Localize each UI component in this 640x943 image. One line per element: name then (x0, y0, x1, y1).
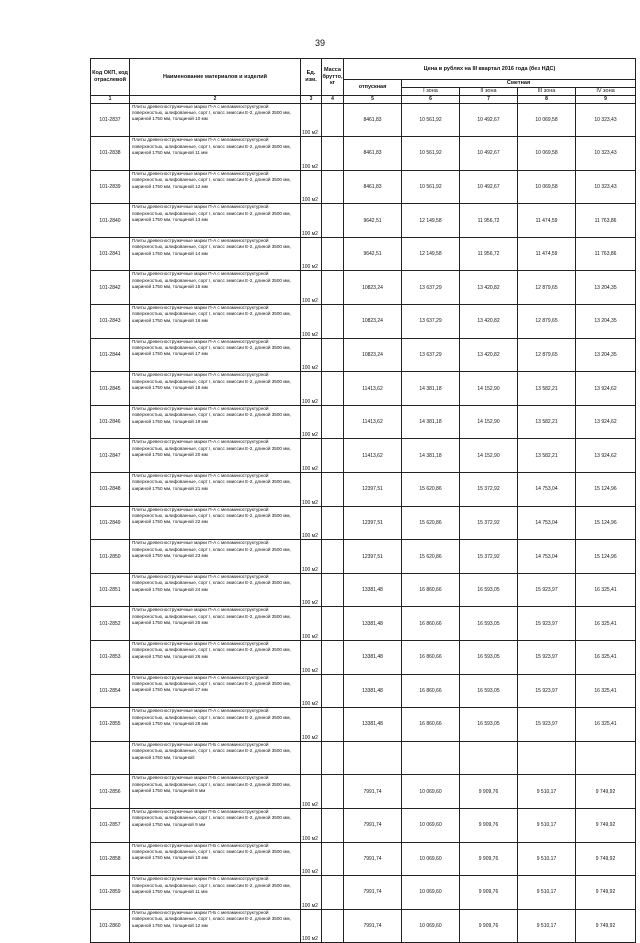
cell-zone-3-price: 11 474,59 (518, 237, 576, 271)
cell-zone-1-price: 14 381,18 (402, 372, 460, 406)
cell-unit: 100 м2 (301, 204, 322, 238)
cell-zone-1-price: 12 149,58 (402, 204, 460, 238)
header-estimate: Сметная (402, 80, 636, 88)
cell-mass (322, 170, 344, 204)
column-number: 4 (322, 95, 344, 103)
cell-zone-2-price: 16 593,05 (460, 573, 518, 607)
cell-release-price: 8461,83 (344, 137, 402, 171)
cell-code: 101-2848 (91, 473, 130, 507)
cell-zone-3-price: 12 879,65 (518, 271, 576, 305)
cell-unit: 100 м2 (301, 473, 322, 507)
table-row (91, 909, 636, 943)
table-row (91, 607, 636, 641)
cell-zone-1-price: 16 860,66 (402, 607, 460, 641)
cell-mass (322, 909, 344, 943)
cell-zone-3-price: 11 474,59 (518, 204, 576, 238)
cell-zone-2-price: 11 956,72 (460, 237, 518, 271)
cell-release-price: 10823,24 (344, 305, 402, 339)
cell-zone-2-price: 16 593,05 (460, 674, 518, 708)
cell-name (130, 641, 301, 675)
header-zone-2: II зона (460, 87, 518, 95)
table-row (91, 506, 636, 540)
cell-zone-2-price: 14 152,90 (460, 439, 518, 473)
cell-release-price: 11413,62 (344, 372, 402, 406)
cell-zone-3-price (518, 741, 576, 775)
cell-zone-3-price: 10 069,58 (518, 103, 576, 137)
cell-zone-4-price: 9 749,92 (576, 876, 636, 910)
cell-mass (322, 405, 344, 439)
cell-mass (322, 674, 344, 708)
header-mass: Масса брутто, кг (322, 59, 344, 96)
cell-zone-1-price: 13 637,29 (402, 305, 460, 339)
cell-name (130, 271, 301, 305)
cell-name (130, 607, 301, 641)
cell-code: 101-2860 (91, 909, 130, 943)
cell-zone-3-price: 14 753,04 (518, 540, 576, 574)
cell-zone-2-price: 14 152,90 (460, 372, 518, 406)
table-body (91, 103, 636, 943)
cell-name (130, 338, 301, 372)
cell-zone-3-price: 13 582,21 (518, 439, 576, 473)
cell-mass (322, 573, 344, 607)
cell-name (130, 103, 301, 137)
cell-name (130, 237, 301, 271)
cell-zone-3-price: 12 879,65 (518, 305, 576, 339)
cell-zone-4-price: 15 124,96 (576, 540, 636, 574)
table-row (91, 741, 636, 775)
table-row (91, 204, 636, 238)
table-row (91, 103, 636, 137)
table-row (91, 540, 636, 574)
cell-mass (322, 204, 344, 238)
column-number: 6 (402, 95, 460, 103)
material-name: Плиты древесностружечные марки П-А с меламиноструктурной поверхностью, шлифованные, сорт I, класс эмиссии Е-2, длиной 3500 мм, шириной 1750 мм, толщиной 19 мм (132, 405, 291, 424)
cell-name (130, 204, 301, 238)
cell-mass (322, 741, 344, 775)
cell-zone-3-price: 9 510,17 (518, 842, 576, 876)
cell-release-price: 10823,24 (344, 338, 402, 372)
cell-zone-1-price: 10 069,60 (402, 808, 460, 842)
cell-zone-4-price: 10 323,43 (576, 170, 636, 204)
cell-unit: 100 м2 (301, 137, 322, 171)
cell-mass (322, 808, 344, 842)
material-name: Плиты древесностружечные марки П-Б с меламиноструктурной поверхностью, шлифованные, сорт I, класс эмиссии Е-2, длиной 3500 мм, шириной 1750 мм, толщиной: (132, 741, 291, 760)
table-row (91, 271, 636, 305)
cell-zone-2-price: 15 372,92 (460, 506, 518, 540)
cell-zone-2-price: 13 420,82 (460, 271, 518, 305)
cell-release-price (344, 741, 402, 775)
cell-release-price: 7991,74 (344, 842, 402, 876)
price-table (90, 58, 636, 943)
cell-zone-2-price: 13 420,82 (460, 305, 518, 339)
cell-zone-2-price: 13 420,82 (460, 338, 518, 372)
table-row (91, 338, 636, 372)
cell-zone-1-price: 15 620,86 (402, 473, 460, 507)
page-number: 39 (314, 38, 325, 48)
cell-mass (322, 540, 344, 574)
cell-zone-1-price: 14 381,18 (402, 439, 460, 473)
cell-zone-4-price: 13 924,62 (576, 439, 636, 473)
cell-unit: 100 м2 (301, 271, 322, 305)
cell-zone-1-price: 12 149,58 (402, 237, 460, 271)
cell-name (130, 137, 301, 171)
cell-zone-3-price: 13 582,21 (518, 372, 576, 406)
header-price-group: Цена в рублях на III квартал 2016 года (без НДС) (344, 59, 636, 80)
cell-zone-4-price: 9 749,92 (576, 775, 636, 809)
cell-unit: 100 м2 (301, 540, 322, 574)
header-zone-1: I зона (402, 87, 460, 95)
cell-zone-3-price: 15 923,97 (518, 708, 576, 742)
table-row (91, 808, 636, 842)
material-name: Плиты древесностружечные марки П-А с меламиноструктурной поверхностью, шлифованные, сорт I, класс эмиссии Е-2, длиной 3500 мм, шириной 1750 мм, толщиной 10 мм (132, 103, 291, 122)
cell-zone-1-price: 10 069,60 (402, 909, 460, 943)
cell-unit: 100 м2 (301, 876, 322, 910)
material-name: Плиты древесностружечные марки П-А с меламиноструктурной поверхностью, шлифованные, сорт I, класс эмиссии Е-2, длиной 3500 мм, шириной 1750 мм, толщиной 15 мм (132, 271, 291, 290)
cell-zone-4-price: 11 763,86 (576, 204, 636, 238)
cell-name (130, 909, 301, 943)
cell-zone-3-price: 9 510,17 (518, 909, 576, 943)
cell-name (130, 506, 301, 540)
cell-zone-3-price: 12 879,65 (518, 338, 576, 372)
cell-code: 101-2851 (91, 573, 130, 607)
header-name: Наименование материалов и изделий (130, 59, 301, 96)
table-row (91, 439, 636, 473)
cell-code: 101-2844 (91, 338, 130, 372)
material-name: Плиты древесностружечные марки П-А с меламиноструктурной поверхностью, шлифованные, сорт I, класс эмиссии Е-2, длиной 3500 мм, шириной 1750 мм, толщиной 18 мм (132, 372, 291, 391)
cell-zone-1-price: 10 069,60 (402, 775, 460, 809)
cell-unit: 100 м2 (301, 775, 322, 809)
cell-zone-2-price: 9 909,76 (460, 808, 518, 842)
cell-unit: 100 м2 (301, 170, 322, 204)
cell-code: 101-2839 (91, 170, 130, 204)
cell-name (130, 775, 301, 809)
cell-name (130, 573, 301, 607)
cell-code: 101-2845 (91, 372, 130, 406)
cell-zone-2-price: 16 593,05 (460, 641, 518, 675)
cell-code: 101-2859 (91, 876, 130, 910)
header-zone-3: III зона (518, 87, 576, 95)
cell-unit: 100 м2 (301, 708, 322, 742)
cell-zone-2-price: 14 152,90 (460, 405, 518, 439)
column-numbers-row (91, 95, 636, 103)
cell-name (130, 876, 301, 910)
cell-zone-3-price: 15 923,97 (518, 573, 576, 607)
cell-zone-3-price: 15 923,97 (518, 607, 576, 641)
cell-zone-4-price: 16 325,41 (576, 641, 636, 675)
cell-zone-2-price: 15 372,92 (460, 540, 518, 574)
cell-mass (322, 338, 344, 372)
cell-zone-4-price: 11 763,86 (576, 237, 636, 271)
cell-release-price: 12397,51 (344, 473, 402, 507)
cell-name (130, 170, 301, 204)
cell-name (130, 372, 301, 406)
cell-release-price: 10823,24 (344, 271, 402, 305)
cell-unit: 100 м2 (301, 506, 322, 540)
cell-zone-1-price: 10 561,92 (402, 170, 460, 204)
cell-release-price: 13381,48 (344, 708, 402, 742)
material-name: Плиты древесностружечные марки П-А с меламиноструктурной поверхностью, шлифованные, сорт I, класс эмиссии Е-2, длиной 3500 мм, шириной 1750 мм, толщиной 23 мм (132, 540, 291, 559)
cell-zone-1-price: 14 381,18 (402, 405, 460, 439)
cell-unit: 100 м2 (301, 674, 322, 708)
cell-zone-4-price: 16 325,41 (576, 708, 636, 742)
cell-release-price: 13381,48 (344, 641, 402, 675)
material-name: Плиты древесностружечные марки П-Б с меламиноструктурной поверхностью, шлифованные, сорт I, класс эмиссии Е-2, длиной 3500 мм, шириной 1750 мм, толщиной 11 мм (132, 876, 291, 894)
header-zone-4: IV зона (576, 87, 636, 95)
table-row (91, 876, 636, 910)
cell-zone-3-price: 9 510,17 (518, 876, 576, 910)
table-row (91, 372, 636, 406)
material-name: Плиты древесностружечные марки П-А с меламиноструктурной поверхностью, шлифованные, сорт I, класс эмиссии Е-2, длиной 3500 мм, шириной 1750 мм, толщиной 22 мм (132, 506, 291, 525)
cell-unit: 100 м2 (301, 103, 322, 137)
cell-zone-1-price: 16 860,66 (402, 641, 460, 675)
cell-zone-1-price: 10 069,60 (402, 876, 460, 910)
cell-zone-4-price: 10 323,43 (576, 137, 636, 171)
cell-zone-2-price: 15 372,92 (460, 473, 518, 507)
cell-code: 101-2846 (91, 405, 130, 439)
cell-name (130, 540, 301, 574)
column-number: 8 (518, 95, 576, 103)
cell-zone-4-price: 16 325,41 (576, 674, 636, 708)
cell-zone-1-price: 13 637,29 (402, 338, 460, 372)
table-row (91, 405, 636, 439)
cell-code: 101-2854 (91, 674, 130, 708)
cell-code: 101-2841 (91, 237, 130, 271)
cell-zone-4-price: 13 924,62 (576, 372, 636, 406)
cell-mass (322, 641, 344, 675)
cell-code: 101-2843 (91, 305, 130, 339)
material-name: Плиты древесностружечные марки П-Б с меламиноструктурной поверхностью, шлифованные, сорт I, класс эмиссии Е-2, длиной 3500 мм, шириной 1750 мм, толщиной 12 мм (132, 909, 291, 928)
cell-mass (322, 842, 344, 876)
cell-unit: 100 м2 (301, 405, 322, 439)
cell-release-price: 9642,51 (344, 204, 402, 238)
material-name: Плиты древесностружечные марки П-А с меламиноструктурной поверхностью, шлифованные, сорт I, класс эмиссии Е-2, длиной 3500 мм, шириной 1750 мм, толщиной 12 мм (132, 170, 291, 189)
material-name: Плиты древесностружечные марки П-А с меламиноструктурной поверхностью, шлифованные, сорт I, класс эмиссии Е-2, длиной 3500 мм, шириной 1750 мм, толщиной 26 мм (132, 641, 291, 659)
column-number: 5 (344, 95, 402, 103)
cell-release-price: 12397,51 (344, 506, 402, 540)
cell-mass (322, 506, 344, 540)
cell-zone-4-price: 13 924,62 (576, 405, 636, 439)
material-name: Плиты древесностружечные марки П-Б с меламиноструктурной поверхностью, шлифованные, сорт I, класс эмиссии Е-2, длиной 3500 мм, шириной 1750 мм, толщиной 9 мм (132, 808, 291, 827)
table-row (91, 137, 636, 171)
cell-zone-3-price: 15 923,97 (518, 674, 576, 708)
cell-zone-2-price (460, 741, 518, 775)
cell-zone-3-price: 10 069,58 (518, 137, 576, 171)
cell-unit: 100 м2 (301, 909, 322, 943)
material-name: Плиты древесностружечные марки П-А с меламиноструктурной поверхностью, шлифованные, сорт I, класс эмиссии Е-2, длиной 3500 мм, шириной 1750 мм, толщиной 16 мм (132, 305, 291, 323)
cell-zone-3-price: 14 753,04 (518, 506, 576, 540)
cell-code: 101-2858 (91, 842, 130, 876)
material-name: Плиты древесностружечные марки П-Б с меламиноструктурной поверхностью, шлифованные, сорт I, класс эмиссии Е-2, длиной 3500 мм, шириной 1750 мм, толщиной 10 мм (132, 842, 291, 861)
cell-name (130, 842, 301, 876)
cell-mass (322, 607, 344, 641)
cell-unit: 100 м2 (301, 842, 322, 876)
cell-zone-4-price: 16 325,41 (576, 607, 636, 641)
cell-release-price: 13381,48 (344, 573, 402, 607)
cell-zone-2-price: 10 492,67 (460, 103, 518, 137)
cell-zone-2-price: 9 909,76 (460, 775, 518, 809)
cell-zone-2-price: 16 593,05 (460, 708, 518, 742)
column-number: 9 (576, 95, 636, 103)
cell-mass (322, 372, 344, 406)
cell-zone-1-price: 16 860,66 (402, 708, 460, 742)
table-row (91, 842, 636, 876)
cell-code: 101-2842 (91, 271, 130, 305)
cell-zone-3-price: 9 510,17 (518, 775, 576, 809)
table-row (91, 641, 636, 675)
cell-zone-4-price: 13 204,35 (576, 338, 636, 372)
cell-zone-3-price: 14 753,04 (518, 473, 576, 507)
cell-unit: 100 м2 (301, 808, 322, 842)
cell-release-price: 11413,62 (344, 405, 402, 439)
column-number: 7 (460, 95, 518, 103)
cell-zone-4-price: 15 124,96 (576, 506, 636, 540)
cell-zone-4-price: 9 749,92 (576, 842, 636, 876)
cell-mass (322, 775, 344, 809)
cell-mass (322, 708, 344, 742)
cell-zone-4-price: 9 749,92 (576, 909, 636, 943)
cell-mass (322, 137, 344, 171)
table-row (91, 775, 636, 809)
cell-name (130, 674, 301, 708)
header-release: отпускная (344, 80, 402, 96)
cell-zone-2-price: 10 492,67 (460, 137, 518, 171)
cell-zone-1-price: 13 637,29 (402, 271, 460, 305)
cell-code: 101-2847 (91, 439, 130, 473)
cell-unit: 100 м2 (301, 237, 322, 271)
cell-zone-1-price: 10 561,92 (402, 103, 460, 137)
cell-zone-1-price: 16 860,66 (402, 674, 460, 708)
cell-zone-1-price: 16 860,66 (402, 573, 460, 607)
material-name: Плиты древесностружечные марки П-А с меламиноструктурной поверхностью, шлифованные, сорт I, класс эмиссии Е-2, длиной 3500 мм, шириной 1750 мм, толщиной 14 мм (132, 237, 291, 256)
cell-name (130, 808, 301, 842)
cell-mass (322, 439, 344, 473)
column-number: 3 (301, 95, 322, 103)
cell-zone-1-price (402, 741, 460, 775)
material-name: Плиты древесностружечные марки П-А с меламиноструктурной поверхностью, шлифованные, сорт I, класс эмиссии Е-2, длиной 3500 мм, шириной 1750 мм, толщиной 24 мм (132, 573, 291, 592)
cell-release-price: 9642,51 (344, 237, 402, 271)
column-number: 1 (91, 95, 130, 103)
cell-zone-2-price: 11 956,72 (460, 204, 518, 238)
cell-code (91, 741, 130, 775)
material-name: Плиты древесностружечные марки П-А с меламиноструктурной поверхностью, шлифованные, сорт I, класс эмиссии Е-2, длиной 3500 мм, шириной 1750 мм, толщиной 17 мм (132, 338, 291, 357)
table-row (91, 674, 636, 708)
cell-zone-1-price: 15 620,86 (402, 540, 460, 574)
cell-zone-4-price: 10 323,43 (576, 103, 636, 137)
material-name: Плиты древесностружечные марки П-А с меламиноструктурной поверхностью, шлифованные, сорт I, класс эмиссии Е-2, длиной 3500 мм, шириной 1750 мм, толщиной 27 мм (132, 674, 291, 693)
cell-unit (301, 741, 322, 775)
cell-name (130, 708, 301, 742)
material-name: Плиты древесностружечные марки П-А с меламиноструктурной поверхностью, шлифованные, сорт I, класс эмиссии Е-2, длиной 3500 мм, шириной 1750 мм, толщиной 13 мм (132, 204, 291, 223)
cell-zone-1-price: 10 069,60 (402, 842, 460, 876)
cell-mass (322, 103, 344, 137)
cell-zone-4-price: 13 204,35 (576, 305, 636, 339)
cell-zone-2-price: 10 492,67 (460, 170, 518, 204)
cell-zone-4-price: 15 124,96 (576, 473, 636, 507)
cell-zone-4-price: 9 749,92 (576, 808, 636, 842)
cell-code: 101-2855 (91, 708, 130, 742)
cell-zone-4-price: 13 204,35 (576, 271, 636, 305)
material-name: Плиты древесностружечные марки П-Б с меламиноструктурной поверхностью, шлифованные, сорт I, класс эмиссии Е-2, длиной 3500 мм, шириной 1750 мм, толщиной 8 мм (132, 775, 291, 794)
table-row (91, 237, 636, 271)
table-row (91, 708, 636, 742)
cell-mass (322, 305, 344, 339)
cell-unit: 100 м2 (301, 338, 322, 372)
cell-zone-4-price (576, 741, 636, 775)
cell-code: 101-2838 (91, 137, 130, 171)
cell-release-price: 13381,48 (344, 674, 402, 708)
cell-zone-3-price: 10 069,58 (518, 170, 576, 204)
cell-zone-2-price: 9 909,76 (460, 909, 518, 943)
material-name: Плиты древесностружечные марки П-А с меламиноструктурной поверхностью, шлифованные, сорт I, класс эмиссии Е-2, длиной 3500 мм, шириной 1750 мм, толщиной 11 мм (132, 137, 291, 155)
cell-unit: 100 м2 (301, 372, 322, 406)
cell-unit: 100 м2 (301, 305, 322, 339)
cell-name (130, 473, 301, 507)
header-code: Код ОКП, код отраслевой (91, 59, 130, 96)
material-name: Плиты древесностружечные марки П-А с меламиноструктурной поверхностью, шлифованные, сорт I, класс эмиссии Е-2, длиной 3500 мм, шириной 1750 мм, толщиной 20 мм (132, 439, 291, 458)
table-row (91, 170, 636, 204)
header-unit: Ед. изм. (301, 59, 322, 96)
column-number: 2 (130, 95, 301, 103)
cell-zone-1-price: 10 561,92 (402, 137, 460, 171)
cell-release-price: 8461,83 (344, 103, 402, 137)
cell-release-price: 7991,74 (344, 876, 402, 910)
cell-name (130, 741, 301, 775)
cell-name (130, 439, 301, 473)
cell-code: 101-2837 (91, 103, 130, 137)
cell-zone-2-price: 16 593,05 (460, 607, 518, 641)
cell-zone-3-price: 9 510,17 (518, 808, 576, 842)
cell-unit: 100 м2 (301, 573, 322, 607)
cell-code: 101-2857 (91, 808, 130, 842)
cell-code: 101-2840 (91, 204, 130, 238)
cell-release-price: 7991,74 (344, 909, 402, 943)
cell-mass (322, 876, 344, 910)
cell-code: 101-2853 (91, 641, 130, 675)
cell-mass (322, 473, 344, 507)
cell-mass (322, 237, 344, 271)
cell-zone-2-price: 9 909,76 (460, 876, 518, 910)
cell-unit: 100 м2 (301, 607, 322, 641)
material-name: Плиты древесностружечные марки П-А с меламиноструктурной поверхностью, шлифованные, сорт I, класс эмиссии Е-2, длиной 3500 мм, шириной 1750 мм, толщиной 25 мм (132, 607, 291, 626)
cell-release-price: 7991,74 (344, 775, 402, 809)
cell-unit: 100 м2 (301, 641, 322, 675)
material-name: Плиты древесностружечные марки П-А с меламиноструктурной поверхностью, шлифованные, сорт I, класс эмиссии Е-2, длиной 3500 мм, шириной 1750 мм, толщиной 21 мм (132, 473, 291, 491)
table-row (91, 473, 636, 507)
cell-code: 101-2850 (91, 540, 130, 574)
cell-release-price: 7991,74 (344, 808, 402, 842)
material-name: Плиты древесностружечные марки П-А с меламиноструктурной поверхностью, шлифованные, сорт I, класс эмиссии Е-2, длиной 3500 мм, шириной 1750 мм, толщиной 28 мм (132, 708, 291, 726)
cell-code: 101-2856 (91, 775, 130, 809)
table-row (91, 305, 636, 339)
cell-unit: 100 м2 (301, 439, 322, 473)
cell-code: 101-2852 (91, 607, 130, 641)
cell-zone-4-price: 16 325,41 (576, 573, 636, 607)
cell-release-price: 12397,51 (344, 540, 402, 574)
cell-name (130, 405, 301, 439)
cell-mass (322, 271, 344, 305)
cell-zone-2-price: 9 909,76 (460, 842, 518, 876)
cell-zone-3-price: 15 923,97 (518, 641, 576, 675)
cell-name (130, 305, 301, 339)
cell-release-price: 8461,83 (344, 170, 402, 204)
cell-release-price: 13381,48 (344, 607, 402, 641)
cell-release-price: 11413,62 (344, 439, 402, 473)
cell-zone-3-price: 13 582,21 (518, 405, 576, 439)
cell-zone-1-price: 15 620,86 (402, 506, 460, 540)
table-row (91, 573, 636, 607)
cell-code: 101-2849 (91, 506, 130, 540)
